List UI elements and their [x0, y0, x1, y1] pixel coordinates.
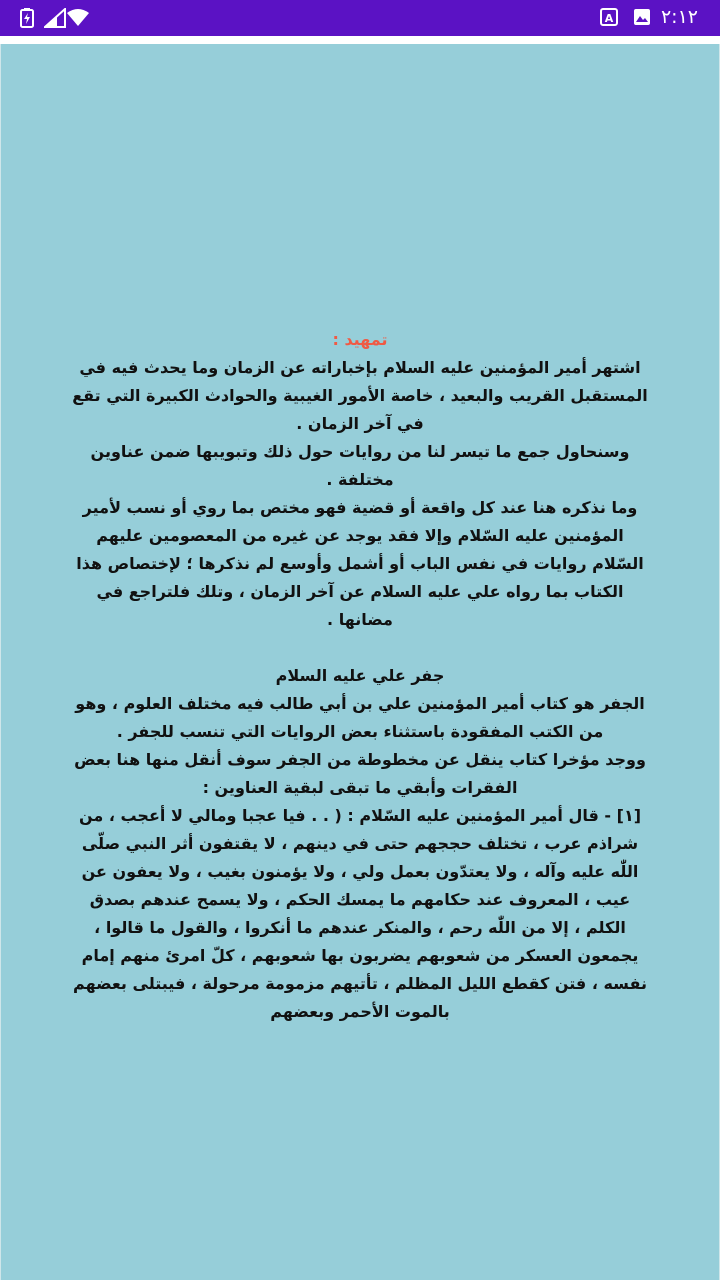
- intro-paragraph: اشتهر أمير المؤمنين عليه السلام بإخباراته عن الزمان وما يحدث فيه في المستقبل القريب والبعيد ، خاصة الأمور الغيبية والحوادث الكبيرة التي تقع في آخر الزمان .: [72, 358, 648, 433]
- signal-icon: [44, 8, 66, 33]
- battery-charging-icon: [20, 8, 34, 33]
- article-text: [70, 326, 650, 1026]
- wifi-icon: [66, 8, 90, 33]
- image-notification-icon: [633, 8, 651, 31]
- body-paragraph: الجفر هو كتاب أمير المؤمنين علي بن أبي طالب فيه مختلف العلوم ، وهو من الكتب المفقودة باستثناء بعض الروايات التي تنسب للجفر .: [75, 694, 645, 741]
- text-notification-icon: [600, 8, 618, 31]
- intro-paragraph: وما نذكره هنا عند كل واقعة أو قضية فهو مختص بما روي أو نسب لأمير المؤمنين عليه السّلام وإلا فقد يوجد عن غيره من المعصومين عليهم السّلام روايات في نفس الباب أو أشمل وأوسع لم نذكرها ؛ لإختصاص هذا الكتاب بما رواه علي عليه السلام عن آخر الزمان ، وتلك فلتراجع في مضانها .: [76, 498, 644, 629]
- body-paragraph: ووجد مؤخرا كتاب ينقل عن مخطوطة من الجفر سوف أنقل منها هنا بعض الفقرات وأبقي ما تبقى لبقية العناوين :: [74, 750, 646, 797]
- status-time: ٢:١٢: [660, 6, 698, 28]
- intro-heading: تمهيد :: [332, 330, 388, 349]
- status-bar: [0, 0, 720, 36]
- intro-paragraph: وسنحاول جمع ما تيسر لنا من روايات حول ذلك وتبويبها ضمن عناوين مختلفة .: [90, 442, 630, 489]
- section-title: جفر علي عليه السلام: [275, 666, 445, 685]
- body-paragraph: [١] - قال أمير المؤمنين عليه السّلام : ( . . فيا عجبا ومالي لا أعجب ، من شراذم عرب ، تختلف حججهم حتى في دينهم ، لا يقتفون أثر النبي صلّى اللّٰه عليه وآله ، ولا يعتدّون بعمل ولي ، ولا يؤمنون بغيب ، ولا يعفون عن عيب ، المعروف عند حكامهم ما يمسك الحكم ، ولا يسمح عندهم بصدق الكلم ، إلا من اللّٰه رحم ، والمنكر عندهم ما أنكروا ، والقول ما قالوا ، يجمعون العسكر من شعوبهم يضربون بها شعوبهم ، كلّ امرئ منهم إمام نفسه ، فتن كقطع الليل المظلم ، تأتيهم مزمومة مرحولة ، فيبتلى بعضهم بالموت الأحمر وبعضهم: [73, 806, 647, 1021]
- paragraph-spacer: [70, 634, 650, 662]
- svg-text:A: A: [604, 12, 614, 25]
